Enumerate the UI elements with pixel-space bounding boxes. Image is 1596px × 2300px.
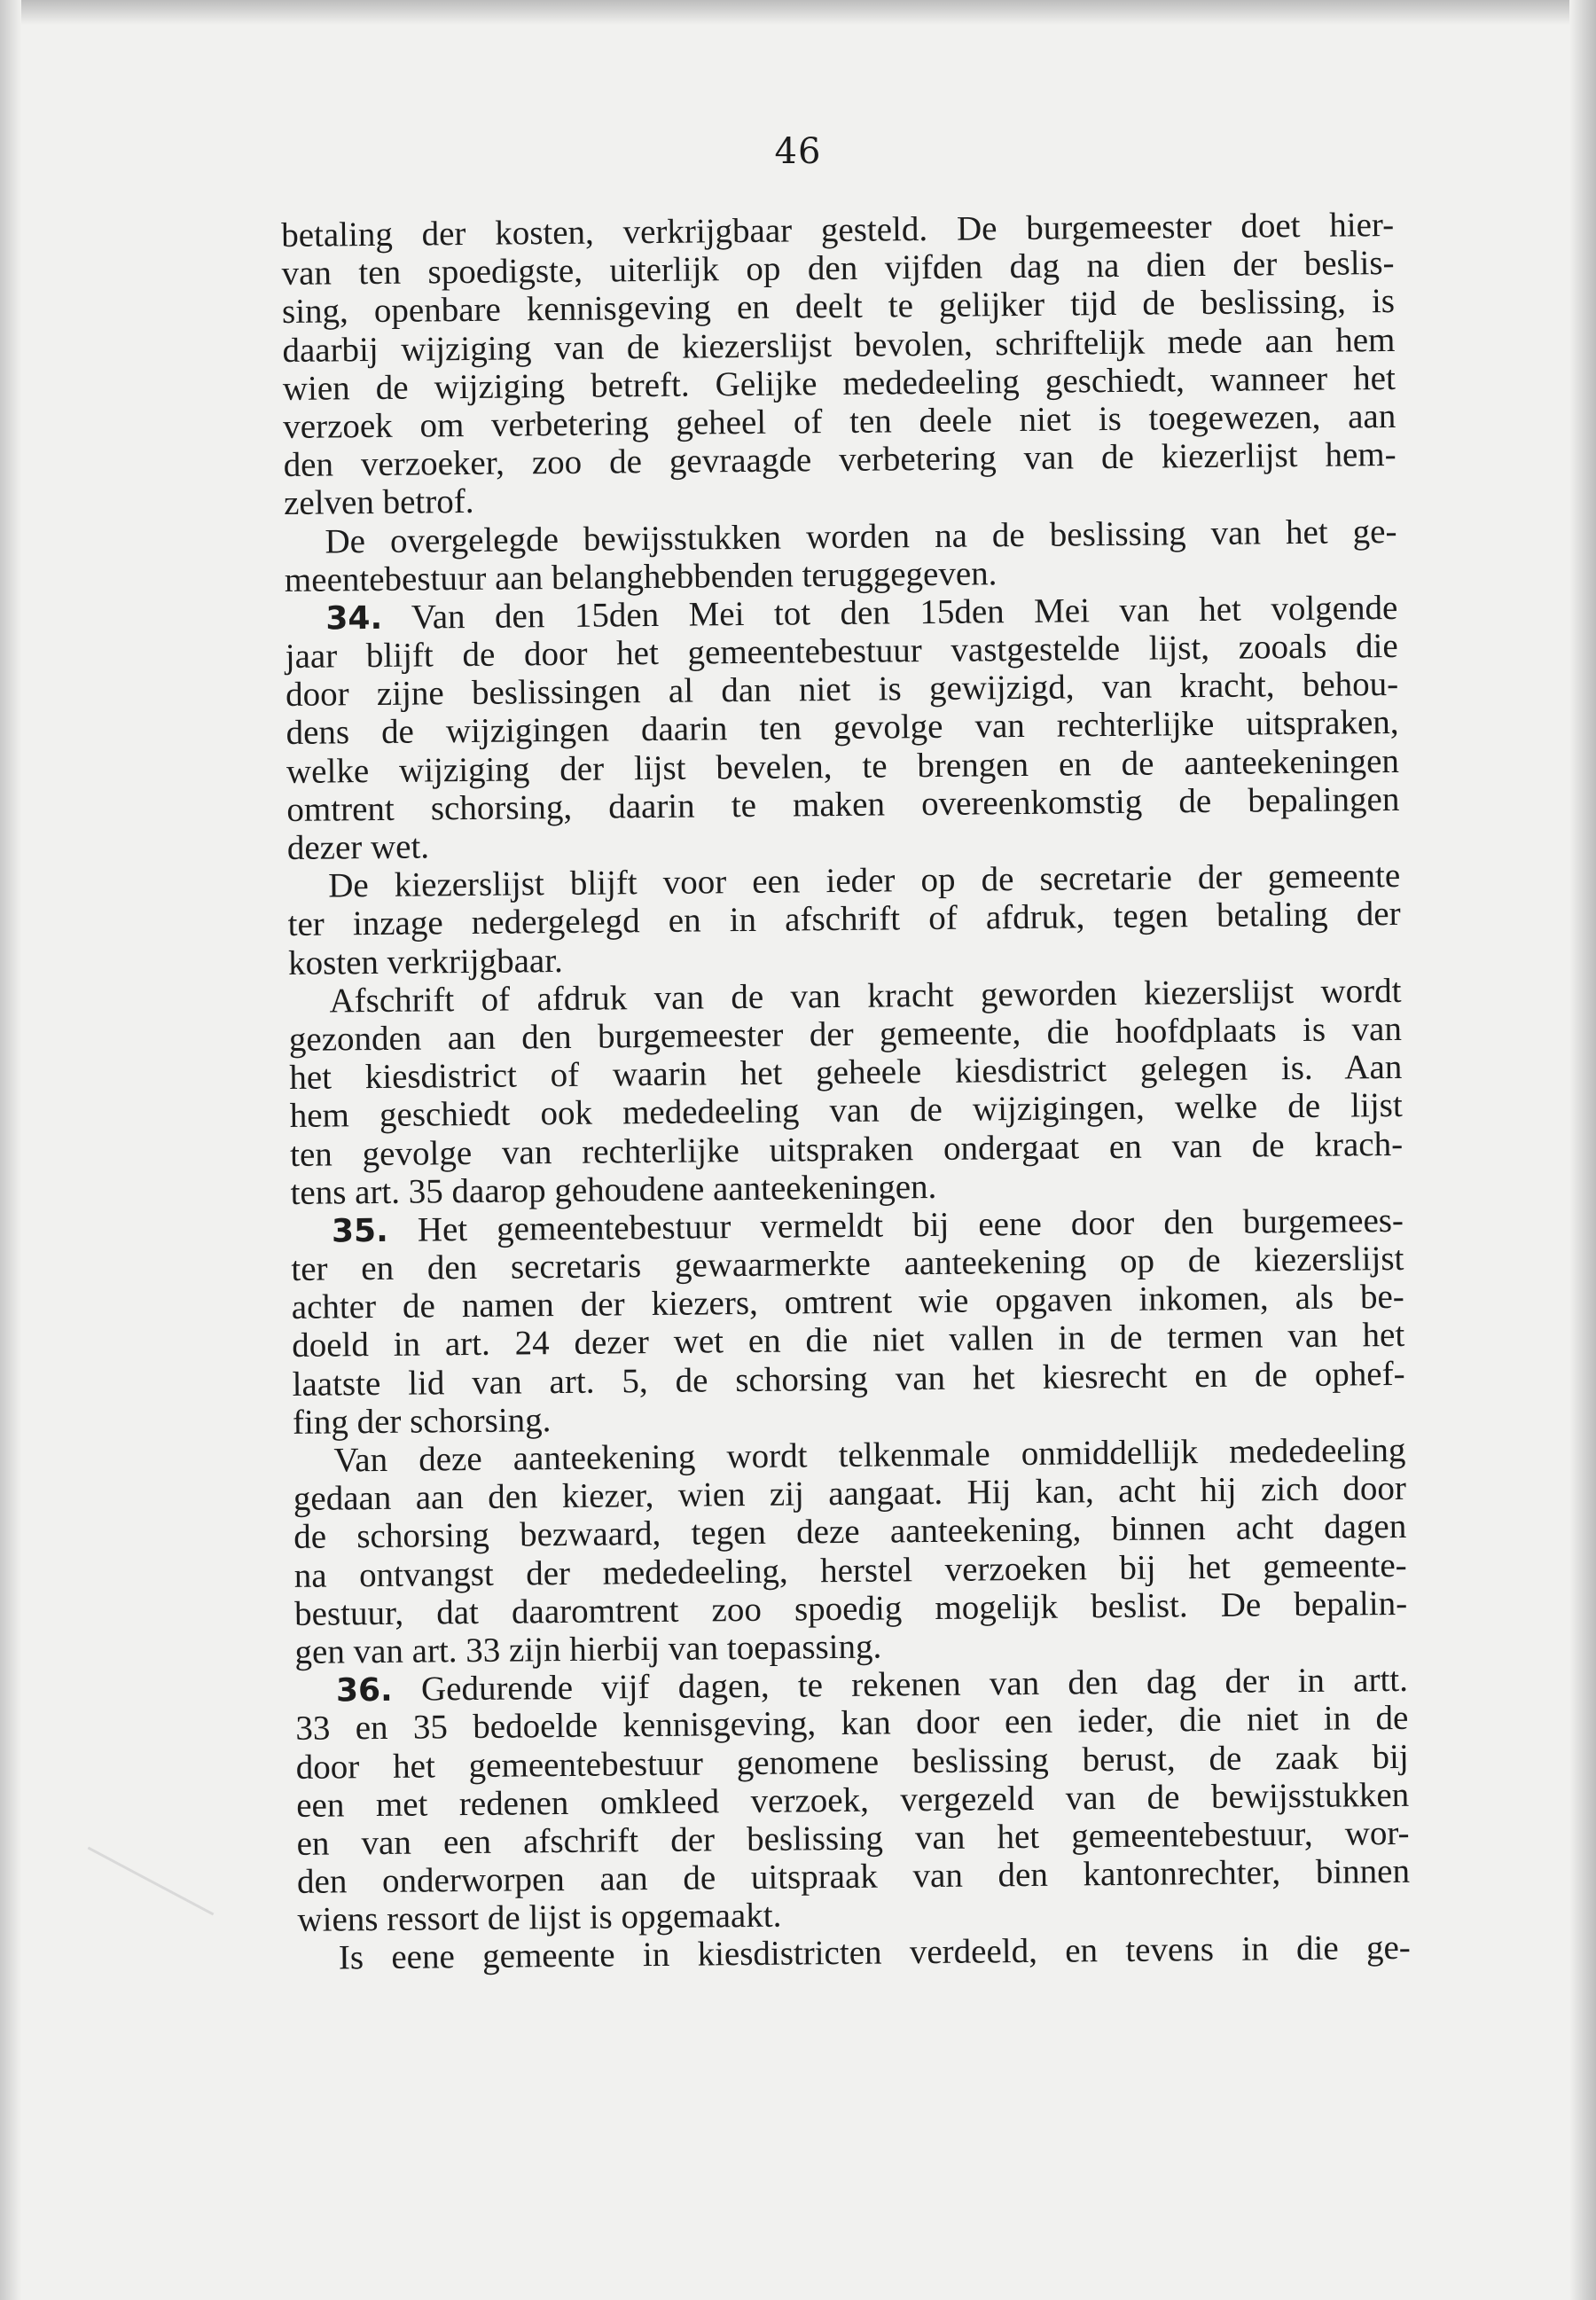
line-text: een met redenen omkleed verzoek, vergezeld van de bewijsstukken [295,1775,1410,1825]
line-text: Van deze aanteekening wordt telkenmale onmiddellijk mededeeling [333,1430,1406,1480]
line-text: welke wijziging der lijst bevelen, te brengen en de aanteekeningen [286,741,1400,791]
line-text: hem geschiedt ook mededeeling van de wijzigingen, welke de lijst [289,1086,1403,1136]
line-text: laatste lid van art. 5, de schorsing van het kiesrecht en de ophef- [292,1354,1405,1404]
line-text: ter en den secretaris gewaarmerkte aanteekening op de kiezerslijst [291,1239,1404,1289]
line-text: sing, openbare kennisgeving en deelt te gelijker tijd de beslissing, is [281,282,1396,332]
line-text: dezer wet. [286,827,430,867]
line-text: dens de wijzigingen daarin ten gevolge van rechterlijke uitspraken, [286,703,1399,753]
line-text: fing der schorsing. [292,1400,552,1442]
body-text [281,206,1411,1978]
line-text: Is eene gemeente in kiesdistricten verdeeld, en tevens in die ge- [338,1928,1412,1977]
line-text: tens art. 35 daarop gehoudene aanteekeningen. [290,1167,937,1212]
line-text: jaar blijft de door het gemeentebestuur vastgestelde lijst, zooals die [285,626,1398,677]
line-text: van ten spoedigste, uiterlijk op den vijfden dag na dien der beslis- [281,244,1395,293]
line-text: den onderworpen aan de uitspraak van den kantonrechter, binnen [296,1851,1411,1901]
line-text: bestuur, dat daaromtrent zoo spoedig mogelijk beslist. De bepalin- [293,1584,1408,1633]
line-text: gedaan aan den kiezer, wien zij aangaat. Hij kan, acht hij zich door [293,1469,1407,1519]
line-text: en van een afschrift der beslissing van het gemeentebestuur, wor- [296,1813,1410,1863]
line-text: verzoek om verbetering geheel of ten deele niet is toegewezen, aan [283,396,1396,446]
line-text: kosten verkrijgbaar. [287,941,564,982]
line-text: den verzoeker, zoo de gevraagde verbetering van de kiezerlijst hem- [283,435,1396,485]
line-text: Het gemeentebestuur vermeldt bij eene door den burgemees- [417,1201,1404,1249]
line-text: omtrent schorsing, daarin te maken overeenkomstig de bepalingen [286,779,1400,829]
scan-shadow-right [1569,0,1596,2300]
line-text: door het gemeentebestuur genomene beslissing berust, de zaak bij [295,1737,1409,1787]
line-text: 33 en 35 bedoelde kennisgeving, kan door een ieder, die niet in de [295,1699,1409,1748]
article-number: 36. [335,1671,393,1709]
scan-shadow-top [0,0,1596,25]
line-text: meentebestuur aan belanghebbenden teruggegeven. [284,553,998,599]
scan-mark [88,1847,215,1916]
article-number: 34. [325,599,383,638]
line-text: gen van art. 33 zijn hierbij van toepassing. [294,1627,882,1671]
line-text: wien de wijziging betreft. Gelijke mededeeling geschiedt, wanneer het [282,358,1396,408]
line-text: ten gevolge van rechterlijke uitspraken ondergaat en van de krach- [289,1124,1404,1174]
line-text: De overgelegde bewijsstukken worden na de beslissing van het ge- [325,512,1397,561]
line-text: Afschrift of afdruk van de van kracht geworden kiezerslijst wordt [329,971,1402,1021]
page-number: 46 [774,131,822,172]
line-text: gezonden aan den burgemeester der gemeente, die hoofdplaats is van [288,1009,1403,1059]
line-text: wiens ressort de lijst is opgemaakt. [297,1896,782,1940]
line-text: De kiezerslijst blijft voor een ieder op de secretarie der gemeente [328,857,1401,905]
line-text: zelven betrof. [283,482,474,523]
line-text: na ontvangst der mededeeling, herstel verzoeken bij het gemeente- [293,1545,1407,1595]
line-text: Gedurende vijf dagen, te rekenen van den dag der in artt. [420,1661,1409,1709]
line-text: de schorsing bezwaard, tegen deze aanteekening, binnen acht dagen [293,1507,1407,1557]
line-text: daarbij wijziging van de kiezerslijst bevolen, schriftelijk mede aan hem [282,320,1396,370]
line-text: ter inzage nedergelegd en in afschrift of afdruk, tegen betaling der [287,895,1401,944]
line-text: Van den 15den Mei tot den 15den Mei van het volgende [411,588,1398,637]
scan-shadow-left [0,0,21,2300]
line-text: het kiesdistrict of waarin het geheele kiesdistrict gelegen is. Aan [289,1048,1403,1098]
line-text: door zijne beslissingen al dan niet is gewijzigd, van kracht, behou- [285,665,1399,715]
line-text: doeld in art. 24 dezer wet en die niet vallen in de termen van het [292,1316,1405,1365]
article-number: 35. [331,1212,388,1250]
line-text: achter de namen der kiezers, omtrent wie opgaven inkomen, als be- [291,1278,1404,1327]
line-text: betaling der kosten, verkrijgbaar gesteld. De burgemeester doet hier- [281,205,1395,254]
